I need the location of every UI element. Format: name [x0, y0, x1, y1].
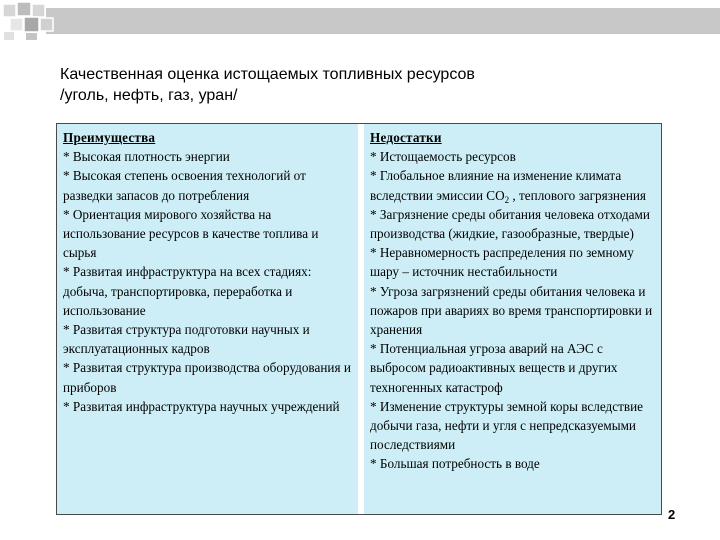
disadvantage-item — [370, 166, 655, 204]
advantage-item: * Развитая структура подготовки научных и эксплуатационных кадров — [63, 322, 310, 357]
slide-title-line-2: /уголь, нефть, газ, уран/ — [60, 87, 238, 104]
disadvantage-item: * Истощаемость ресурсов — [370, 149, 516, 165]
disadvantage-item: * Загрязнение среды обитания человека отходами производства (жидкие, газообразные, твердые) — [370, 206, 650, 242]
co2-subscript: 2 — [504, 194, 510, 205]
disadvantages-header: Недостатки — [370, 130, 442, 145]
disadvantage-item-suffix: , теплового загрязнения — [509, 187, 646, 203]
disadvantage-item-text: * Глобальное влияние на изменение климата вследствии эмиссии CO — [370, 168, 622, 203]
slide-decoration — [0, 0, 720, 40]
disadvantage-item: * Потенциальная угроза аварий на АЭС с выбросом радиоактивных веществ и других техногенных катастроф — [370, 341, 618, 395]
disadvantage-item: * Изменение структуры земной коры вследствие добычи газа, нефти и угля с непредсказуемыми последствиями — [370, 398, 643, 453]
advantage-item: * Развитая инфраструктура на всех стадиях: добыча, транспортировка, переработка и использование — [63, 264, 312, 318]
disadvantage-item: * Угроза загрязнений среды обитания человека и пожаров при авариях во время транспортировки и хранения — [370, 283, 653, 338]
advantage-item: * Высокая плотность энергии — [63, 149, 230, 165]
disadvantage-item: * Большая потребность в воде — [370, 456, 540, 472]
disadvantage-item: * Неравномерность распределения по земному шару – источник нестабильности — [370, 245, 634, 280]
advantage-item: * Развитая инфраструктура научных учреждений — [63, 398, 340, 414]
slide-title-line-1: Качественная оценка истощаемых топливных ресурсов — [60, 66, 475, 83]
advantage-item: * Развитая структура производства оборудования и приборов — [63, 360, 351, 395]
disadvantages-column — [364, 124, 661, 514]
advantages-column — [57, 124, 358, 514]
advantage-item: * Высокая степень освоения технологий от разведки запасов до потребления — [63, 168, 306, 203]
slide-title — [60, 64, 660, 106]
page-number: 2 — [668, 507, 676, 522]
advantages-header: Преимущества — [63, 130, 156, 145]
advantage-item: * Ориентация мирового хозяйства на использование ресурсов в качестве топлива и сырья — [63, 206, 319, 261]
